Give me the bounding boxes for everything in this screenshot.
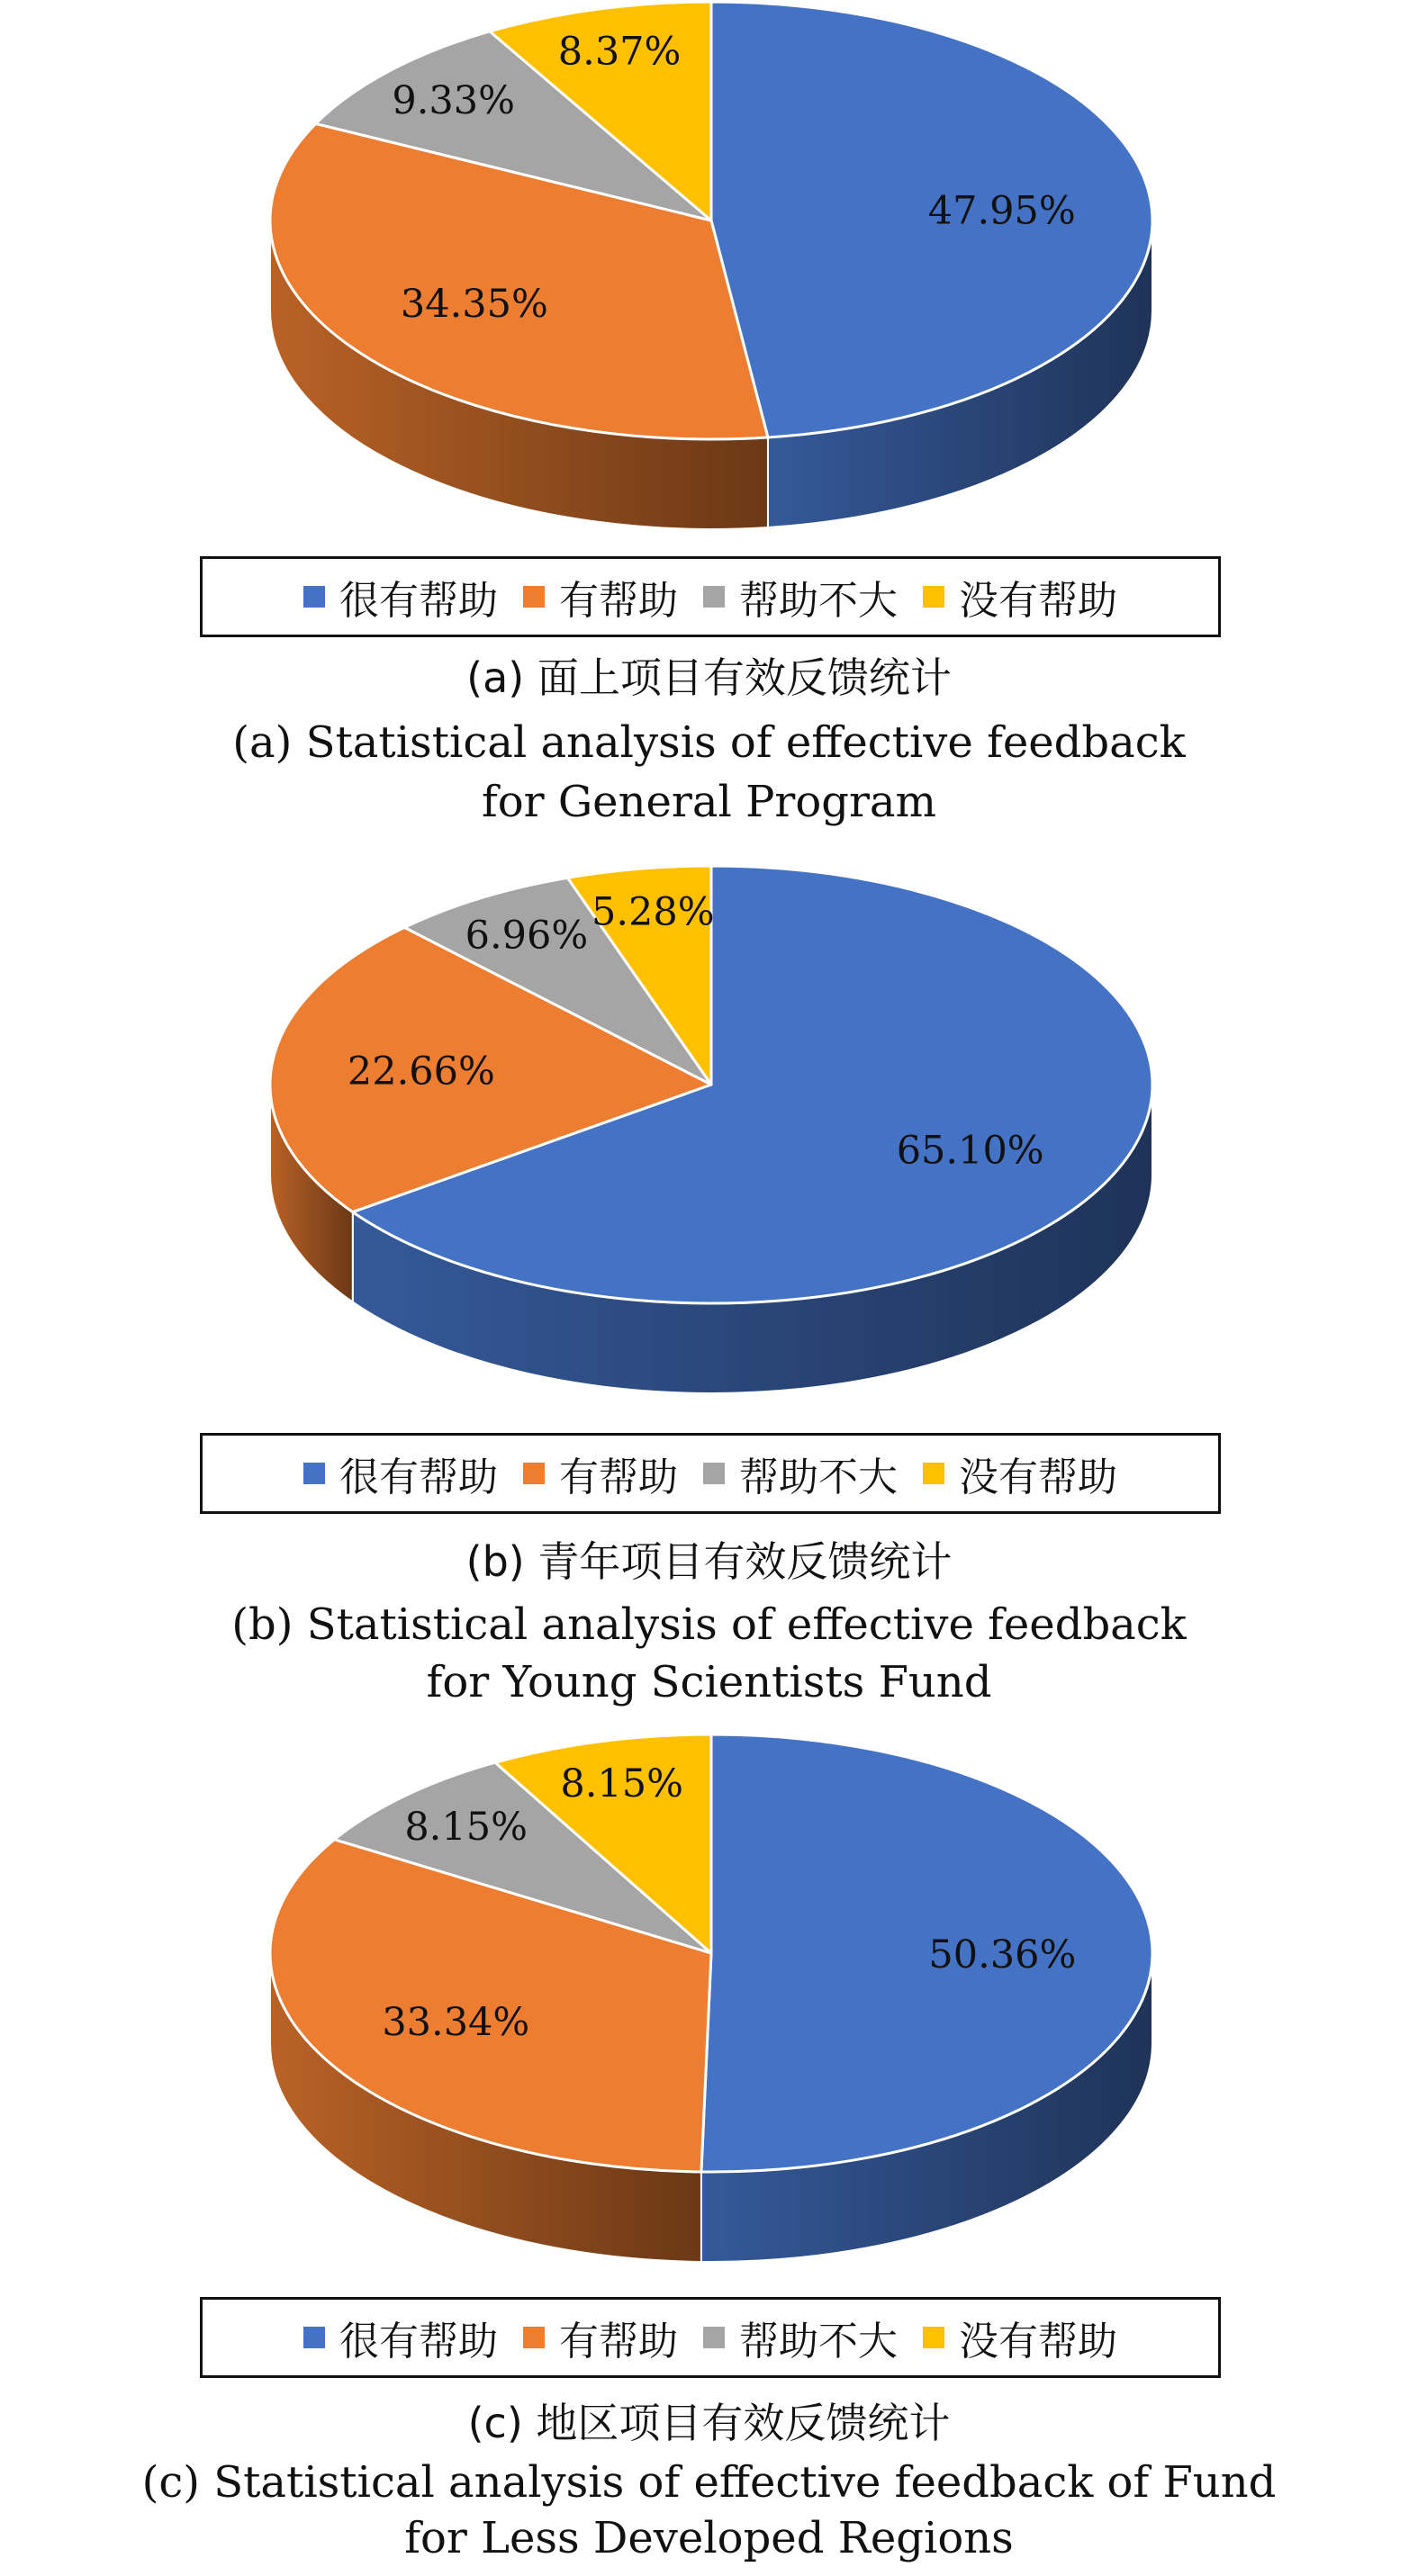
legend-swatch-helpful	[523, 1463, 545, 1484]
legend-item-very-helpful	[303, 568, 498, 626]
legend-item-not-helpful	[923, 2309, 1117, 2366]
pie-label-not-helpful: 5.28%	[591, 889, 715, 935]
legend-item-not-very-helpful	[703, 1445, 898, 1502]
caption-en-b-line2: for Young Scientists Fund	[426, 1657, 992, 1707]
chart-c	[0, 1733, 1418, 2576]
legend-swatch-very-helpful	[303, 586, 325, 608]
legend-label: 帮助不大	[739, 578, 898, 624]
pie-chart-b	[0, 864, 1418, 1404]
caption-zh-a: (a) 面上项目有效反馈统计	[466, 653, 952, 702]
pie-label-very-helpful: 50.36%	[928, 1932, 1077, 1977]
legend-label: 帮助不大	[739, 1455, 898, 1500]
pie-label-helpful: 34.35%	[400, 282, 548, 328]
chart-a	[0, 0, 1418, 837]
legend-label: 没有帮助	[959, 2319, 1117, 2364]
pie-label-not-very-helpful: 9.33%	[392, 78, 515, 124]
caption-en-a-line1: (a) Statistical analysis of effective feedback	[232, 717, 1186, 768]
pie-label-not-helpful: 8.37%	[557, 29, 682, 75]
legend-label: 很有帮助	[339, 578, 498, 624]
pie-label-not-helpful: 8.15%	[560, 1761, 684, 1806]
legend-label: 很有帮助	[339, 2319, 498, 2364]
legend-item-helpful	[523, 1445, 678, 1502]
legend-swatch-very-helpful	[303, 1463, 325, 1484]
caption-en-c-line2: for Less Developed Regions	[404, 2513, 1014, 2563]
pie-label-very-helpful: 65.10%	[896, 1128, 1044, 1174]
pie-label-helpful: 22.66%	[347, 1049, 495, 1094]
legend-swatch-not-very-helpful	[703, 2327, 725, 2348]
legend-c	[200, 2297, 1221, 2378]
legend-label: 有帮助	[559, 578, 678, 624]
legend-label: 很有帮助	[339, 1455, 498, 1500]
legend-item-not-very-helpful	[703, 568, 898, 626]
legend-a	[200, 556, 1221, 637]
legend-swatch-helpful	[523, 2327, 545, 2348]
legend-b	[200, 1433, 1221, 1514]
legend-item-not-helpful	[923, 568, 1117, 626]
legend-swatch-helpful	[523, 586, 545, 608]
caption-zh-c: (c) 地区项目有效反馈统计	[467, 2399, 951, 2447]
legend-label: 有帮助	[559, 1455, 678, 1500]
caption-en-c-line1: (c) Statistical analysis of effective feedback of Fund	[141, 2457, 1277, 2508]
pie-label-helpful: 33.34%	[382, 1999, 530, 2045]
legend-label: 有帮助	[559, 2319, 678, 2364]
legend-swatch-very-helpful	[303, 2327, 325, 2348]
legend-item-very-helpful	[303, 2309, 498, 2366]
legend-item-helpful	[523, 568, 678, 626]
legend-item-helpful	[523, 2309, 678, 2366]
legend-label: 没有帮助	[959, 1455, 1117, 1500]
legend-swatch-not-very-helpful	[703, 1463, 725, 1484]
legend-item-very-helpful	[303, 1445, 498, 1502]
pie-label-very-helpful: 47.95%	[927, 188, 1076, 234]
legend-swatch-not-helpful	[923, 2327, 944, 2348]
legend-item-not-very-helpful	[703, 2309, 898, 2366]
legend-label: 没有帮助	[959, 578, 1117, 624]
caption-en-b-line1: (b) Statistical analysis of effective feedback	[231, 1599, 1187, 1650]
pie-chart-c	[0, 1733, 1418, 2273]
legend-swatch-not-very-helpful	[703, 586, 725, 608]
legend-swatch-not-helpful	[923, 586, 944, 608]
legend-swatch-not-helpful	[923, 1463, 944, 1484]
pie-label-not-very-helpful: 6.96%	[465, 913, 589, 959]
legend-item-not-helpful	[923, 1445, 1117, 1502]
pie-label-not-very-helpful: 8.15%	[404, 1805, 528, 1851]
caption-en-a-line2: for General Program	[481, 777, 937, 827]
legend-label: 帮助不大	[739, 2319, 898, 2364]
chart-b	[0, 864, 1418, 1710]
caption-zh-b: (b) 青年项目有效反馈统计	[465, 1537, 953, 1586]
pie-chart-a	[0, 0, 1418, 540]
